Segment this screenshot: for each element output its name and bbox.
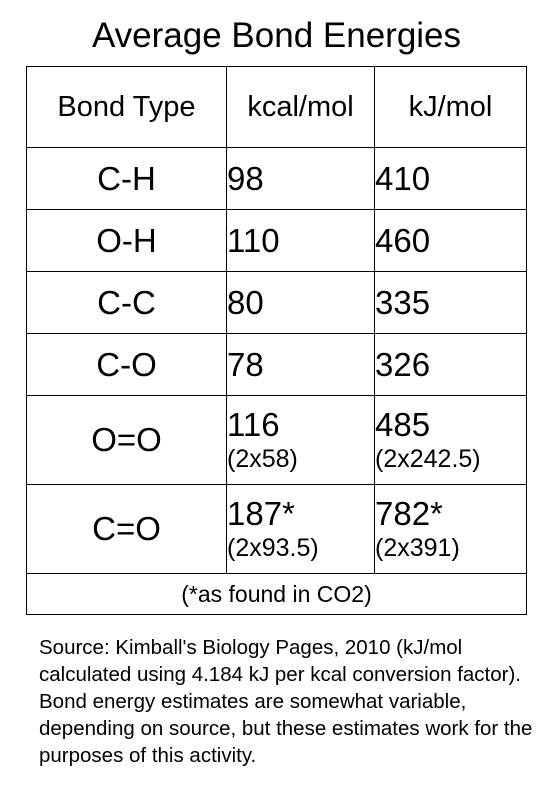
- kj-cell: [375, 148, 527, 210]
- kcal-value: 110: [227, 221, 280, 259]
- column-header-kj: kJ/mol: [375, 67, 527, 148]
- bond-type-cell: O=O: [27, 396, 227, 485]
- kj-cell: [375, 485, 527, 574]
- kj-cell: [375, 272, 527, 334]
- kcal-breakdown: (2x93.5): [227, 534, 319, 562]
- kj-cell: [375, 396, 527, 485]
- table-header-row: [27, 67, 527, 148]
- kcal-cell: [227, 148, 375, 210]
- kj-breakdown: (2x242.5): [375, 445, 481, 473]
- bond-type-cell: C-O: [27, 334, 227, 396]
- kcal-cell: [227, 485, 375, 574]
- table-row: [27, 334, 527, 396]
- kj-cell: [375, 210, 527, 272]
- table-footnote-row: [27, 574, 527, 615]
- kj-value: 460: [375, 221, 431, 259]
- kj-value: 782*: [375, 495, 443, 532]
- kj-value: 326: [375, 345, 431, 383]
- table-row: [27, 396, 527, 485]
- kj-value: 410: [375, 159, 431, 197]
- bond-energy-table: [26, 66, 527, 615]
- kj-value: 335: [375, 283, 431, 321]
- kcal-value: 80: [227, 283, 264, 321]
- table-row: [27, 485, 527, 574]
- kcal-value: 78: [227, 345, 264, 383]
- bond-type-cell: C-H: [27, 148, 227, 210]
- bond-type-cell: O-H: [27, 210, 227, 272]
- kj-breakdown: (2x391): [375, 534, 460, 562]
- kcal-cell: [227, 272, 375, 334]
- kcal-cell: [227, 210, 375, 272]
- kcal-value: 187*: [227, 495, 295, 532]
- kj-cell: [375, 334, 527, 396]
- source-note: Source: Kimball's Biology Pages, 2010 (kJ/mol calculated using 4.184 kJ per kcal conversion factor). Bond energy estimates are somewhat variable, depending on source, but these estimates work for the purposes of this activity.: [39, 636, 533, 767]
- kcal-value: 98: [227, 159, 264, 197]
- column-header-bond-type: Bond Type: [27, 67, 227, 148]
- page-title: Average Bond Energies: [91, 16, 462, 55]
- bond-type-cell: C-C: [27, 272, 227, 334]
- table-row: [27, 148, 527, 210]
- bond-type-cell: C=O: [27, 485, 227, 574]
- table-footnote: (*as found in CO2): [27, 574, 527, 615]
- kcal-breakdown: (2x58): [227, 445, 298, 473]
- kcal-value: 116: [227, 406, 280, 443]
- kcal-cell: [227, 396, 375, 485]
- kj-value: 485: [375, 406, 431, 443]
- table-row: [27, 210, 527, 272]
- kcal-cell: [227, 334, 375, 396]
- table-row: [27, 272, 527, 334]
- column-header-kcal: kcal/mol: [227, 67, 375, 148]
